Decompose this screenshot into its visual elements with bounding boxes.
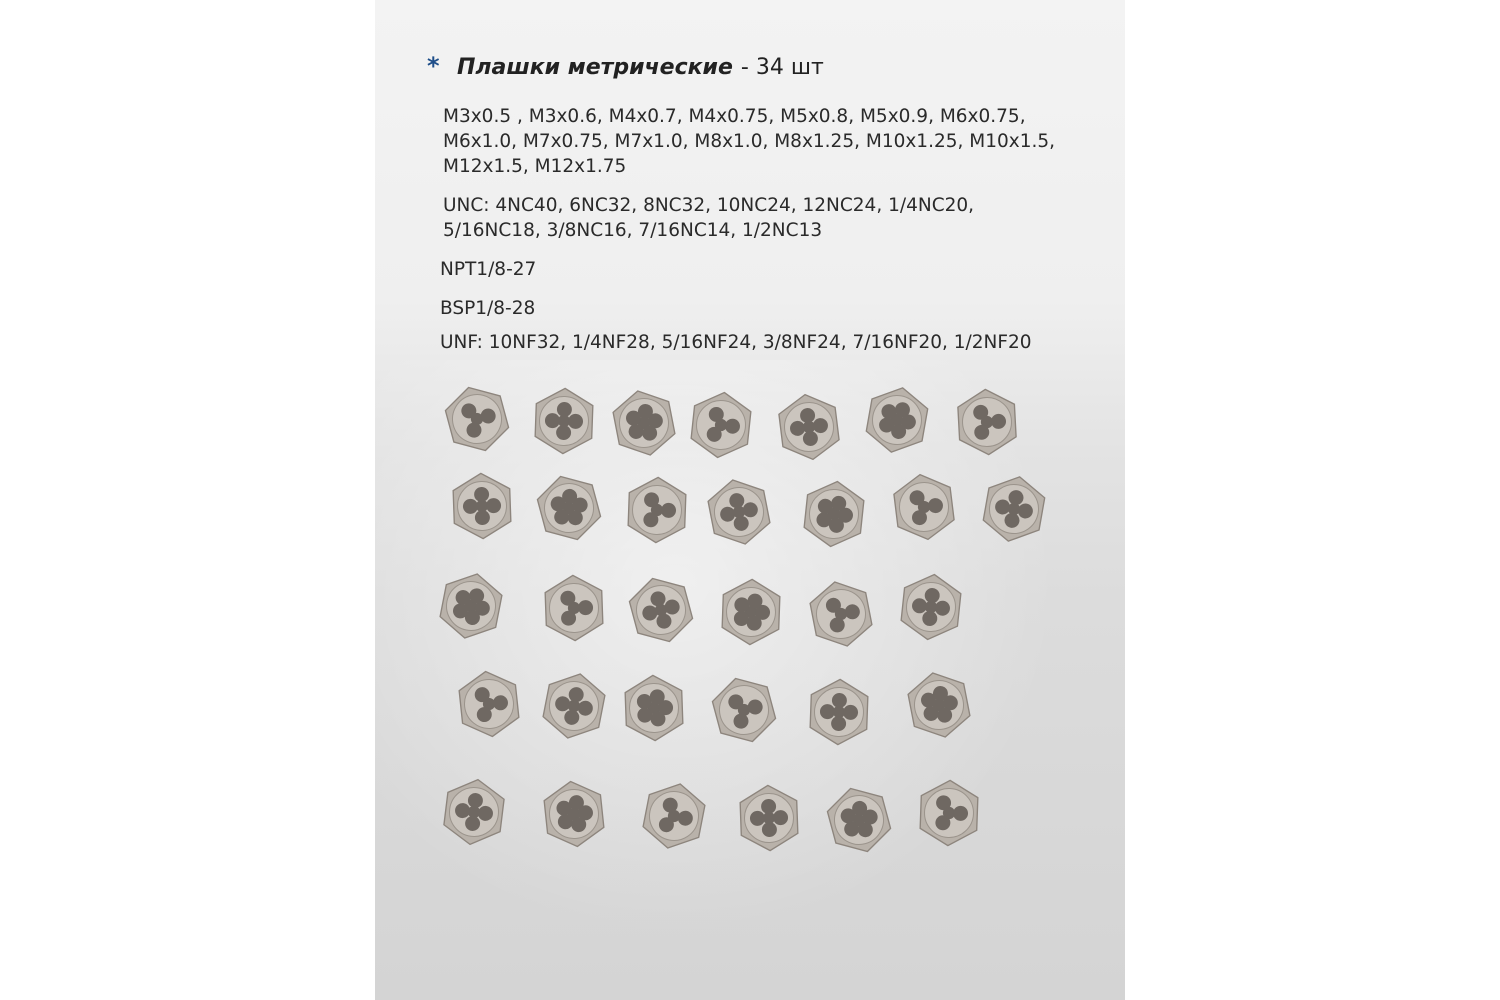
hex-die-icon	[627, 576, 695, 644]
hex-die-icon	[623, 476, 691, 544]
metric-sizes: M3x0.5 , M3x0.6, M4x0.7, M4x0.75, M5x0.8, M5x0.9, M6x0.75, M6x1.0, M7x0.75, M7x1.0, M8x1.0, M8x1.25, M10x1.25, M10x1.5, M12x1.5, M12x1.75	[443, 106, 1056, 177]
hex-die-icon	[540, 574, 608, 642]
hex-die-icon	[448, 472, 516, 540]
hex-die-icon	[825, 786, 893, 854]
hex-die-icon	[610, 389, 678, 457]
hex-die-icon	[540, 780, 608, 848]
hex-die-icon	[980, 475, 1048, 543]
bullet-star: *	[427, 52, 440, 80]
hex-die-icon	[953, 388, 1021, 456]
hex-die-icon	[620, 674, 688, 742]
hex-die-icon	[535, 474, 603, 542]
hex-die-icon	[897, 573, 965, 641]
hex-die-icon	[805, 678, 873, 746]
hex-die-icon	[905, 671, 973, 739]
dies-photo	[375, 0, 1125, 1000]
hex-die-icon	[440, 778, 508, 846]
hex-die-icon	[915, 779, 983, 847]
bsp-size: BSP1/8-28	[440, 298, 536, 319]
hex-die-icon	[455, 670, 523, 738]
hex-die-icon	[530, 387, 598, 455]
hex-die-icon	[687, 391, 755, 459]
hex-die-icon	[540, 672, 608, 740]
hex-die-icon	[807, 580, 875, 648]
hex-die-icon	[443, 385, 511, 453]
unc-sizes: UNC: 4NC40, 6NC32, 8NC32, 10NC24, 12NC24, 1/4NC20, 5/16NC18, 3/8NC16, 7/16NC14, 1/2NC13	[443, 195, 975, 241]
hex-die-icon	[717, 578, 785, 646]
hex-die-icon	[863, 386, 931, 454]
npt-size: NPT1/8-27	[440, 259, 537, 280]
hex-die-icon	[710, 676, 778, 744]
hex-die-icon	[735, 784, 803, 852]
unf-sizes: UNF: 10NF32, 1/4NF28, 5/16NF24, 3/8NF24, 7/16NF20, 1/2NF20	[440, 332, 1032, 353]
hex-die-icon	[800, 480, 868, 548]
hex-die-icon	[775, 393, 843, 461]
hex-die-icon	[437, 572, 505, 640]
hex-die-icon	[705, 478, 773, 546]
heading-title: Плашки метрические	[457, 55, 733, 80]
hex-die-icon	[640, 782, 708, 850]
product-panel	[375, 0, 1125, 1000]
heading-count: - 34 шт	[740, 55, 824, 80]
hex-die-icon	[890, 473, 958, 541]
